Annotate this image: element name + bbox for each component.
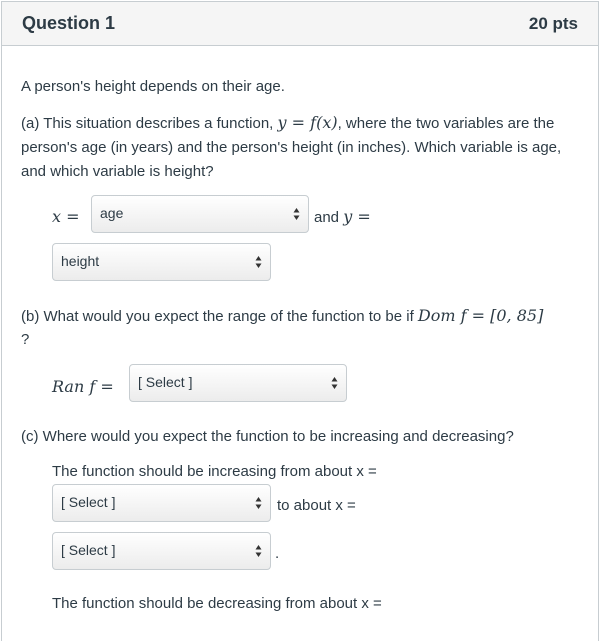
increasing-from-select-value: [ Select ] <box>61 494 116 510</box>
intro-text: A person's height depends on their age. <box>21 78 285 95</box>
question-title: Question 1 <box>22 13 116 33</box>
range-select-value: [ Select ] <box>138 374 193 390</box>
and-y-label <box>314 205 371 230</box>
increasing-from-select[interactable] <box>52 484 271 522</box>
part-b-question: (b) What would you expect the range of the function to be if <box>21 308 414 325</box>
part-a-text-before: (a) This situation describes a function, <box>21 115 278 132</box>
y-label: y = <box>343 207 371 226</box>
question-points: 20 pts <box>528 14 578 33</box>
select-arrows-icon <box>255 496 262 510</box>
period-text: . <box>275 545 280 562</box>
x-variable-select-value: age <box>100 205 124 221</box>
y-variable-select[interactable] <box>52 243 271 281</box>
select-arrows-icon <box>331 376 338 390</box>
increasing-text: The function should be increasing from about x = <box>52 463 377 480</box>
decreasing-text: The function should be decreasing from about x = <box>52 595 382 612</box>
function-expression: y = f(x) <box>277 113 338 132</box>
increasing-to-select-value: [ Select ] <box>61 542 116 558</box>
part-b-question-mark: ? <box>21 331 30 348</box>
select-arrows-icon <box>293 207 300 221</box>
to-about-text: to about x = <box>277 497 356 514</box>
range-select[interactable] <box>129 364 347 402</box>
part-c-text: (c) Where would you expect the function to be increasing and decreasing? <box>21 428 514 445</box>
range-label: Ran f = <box>52 377 114 396</box>
x-label: x = <box>52 207 80 226</box>
question-header <box>2 2 598 46</box>
part-a-text <box>21 111 581 184</box>
increasing-to-select[interactable] <box>52 532 271 570</box>
x-variable-select[interactable] <box>91 195 309 233</box>
select-arrows-icon <box>255 544 262 558</box>
select-arrows-icon <box>255 255 262 269</box>
y-variable-select-value: height <box>61 253 100 269</box>
part-b-text <box>21 304 543 329</box>
domain-expression: Dom f = [0, 85] <box>417 306 544 325</box>
and-label: and <box>314 209 340 226</box>
part-a-text-after: , where the two variables are the person's age (in years) and the person's height (in inches). Which variable is age, and which variable is height? <box>21 115 562 180</box>
